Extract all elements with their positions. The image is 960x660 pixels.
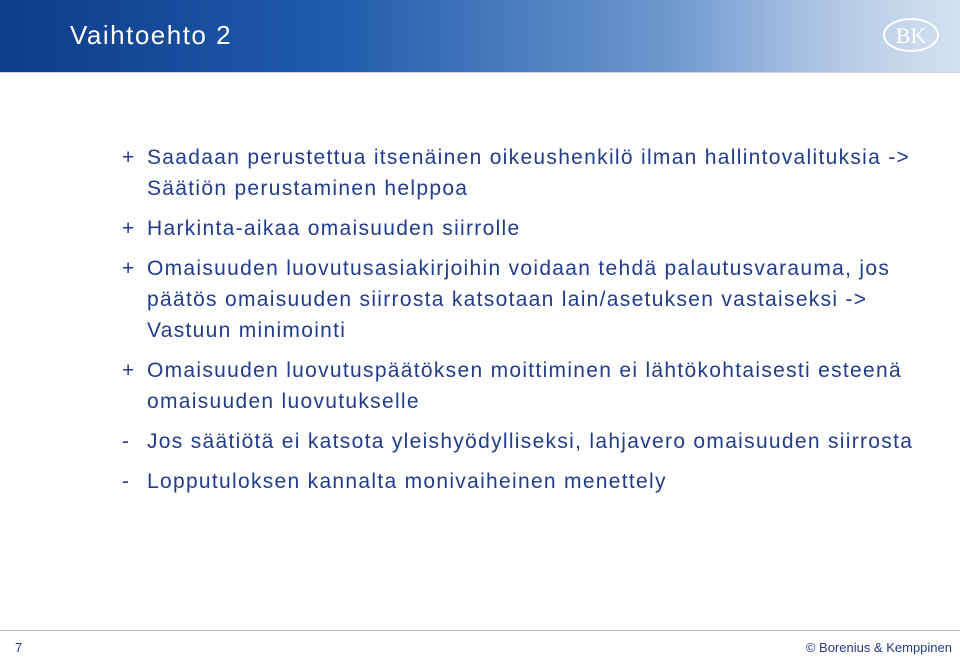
bullet-list: [122, 142, 922, 506]
minus-marker: -: [122, 430, 131, 453]
plus-marker: +: [122, 217, 136, 240]
slide-title: Vaihtoehto 2: [70, 20, 233, 50]
plus-marker: +: [122, 359, 136, 382]
list-item-text: Harkinta-aikaa omaisuuden siirrolle: [147, 217, 521, 240]
minus-marker: -: [122, 470, 131, 493]
bk-logo: [880, 13, 942, 57]
page-number: 7: [15, 640, 23, 655]
list-item-text: Jos säätiötä ei katsota yleishyödylliseksi, lahjavero omaisuuden siirrosta: [147, 430, 914, 453]
list-item-text: Saadaan perustettua itsenäinen oikeushenkilö ilman hallintovalituksia -> Säätiön perustaminen helppoa: [147, 146, 911, 200]
list-item: [122, 426, 922, 457]
plus-marker: +: [122, 146, 136, 169]
footer-divider: [0, 630, 960, 631]
list-item: [122, 466, 922, 497]
list-item-text: Omaisuuden luovutusasiakirjoihin voidaan tehdä palautusvarauma, jos päätös omaisuuden siirrosta katsotaan lain/asetuksen vastaiseksi -> Vastuun minimointi: [147, 257, 891, 342]
list-item: [122, 142, 922, 204]
list-item-text: Lopputuloksen kannalta monivaiheinen menettely: [147, 470, 667, 493]
logo-text: BK: [895, 23, 927, 48]
slide-header: [0, 0, 960, 73]
list-item: [122, 355, 922, 417]
list-item-text: Omaisuuden luovutuspäätöksen moittiminen ei lähtökohtaisesti esteenä omaisuuden luovutukselle: [147, 359, 902, 413]
list-item: [122, 213, 922, 244]
plus-marker: +: [122, 257, 136, 280]
list-item: [122, 253, 922, 346]
copyright-notice: © Borenius & Kemppinen: [805, 640, 952, 655]
